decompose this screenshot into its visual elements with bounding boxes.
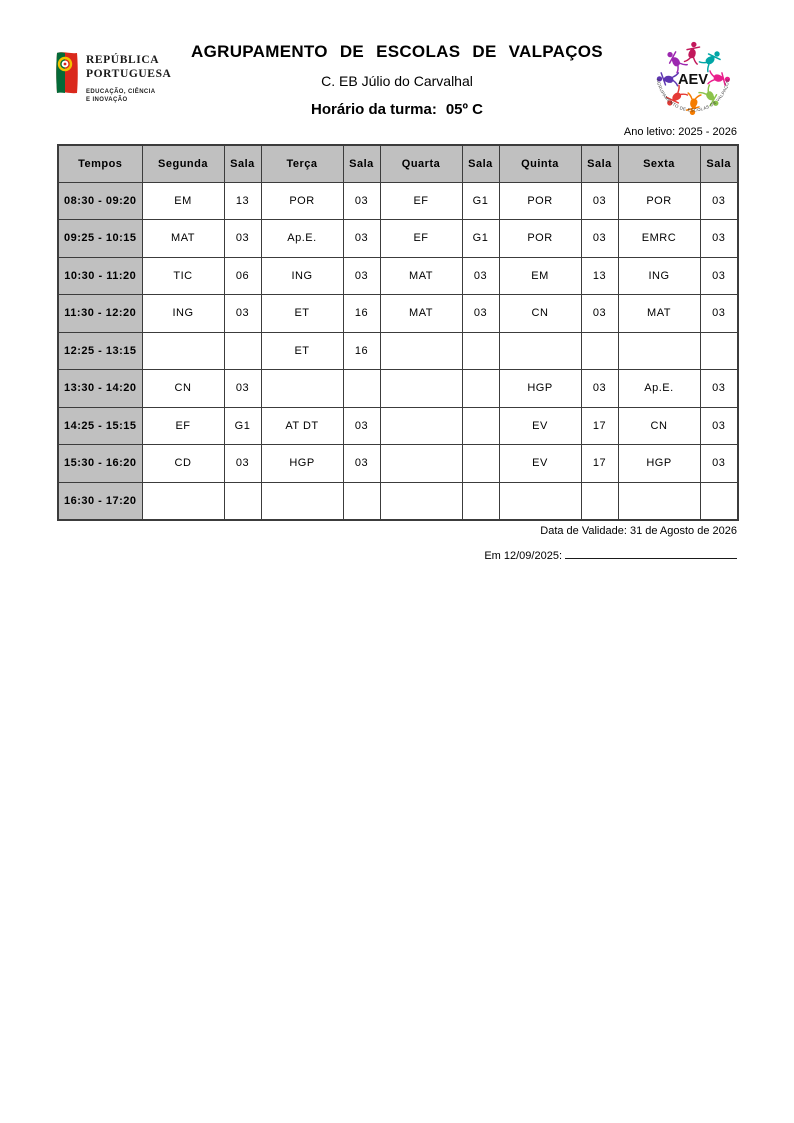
subject-cell: Ap.E. [618, 370, 700, 408]
signature-blank-line [565, 547, 737, 559]
room-cell: 03 [462, 295, 499, 333]
subject-cell [380, 370, 462, 408]
column-header: Quarta [380, 145, 462, 182]
column-header: Terça [261, 145, 343, 182]
subject-cell: ING [261, 257, 343, 295]
room-cell: 03 [224, 445, 261, 483]
timetable-row [58, 295, 738, 333]
schedule-label: Horário da turma: [310, 101, 437, 118]
room-cell: 16 [343, 332, 380, 370]
room-cell: 16 [343, 295, 380, 333]
subject-cell: EV [499, 407, 581, 445]
room-cell: 03 [224, 220, 261, 258]
time-slot-cell: 12:25 - 13:15 [58, 332, 142, 370]
time-slot-cell: 13:30 - 14:20 [58, 370, 142, 408]
column-header: Sexta [618, 145, 700, 182]
school-group-title: AGRUPAMENTO DE ESCOLAS DE VALPAÇOS [191, 42, 603, 61]
subject-cell: ING [618, 257, 700, 295]
subject-cell: POR [618, 182, 700, 220]
room-cell: 03 [224, 295, 261, 333]
subject-cell: HGP [261, 445, 343, 483]
subject-cell: CN [142, 370, 224, 408]
subject-cell: EM [142, 182, 224, 220]
timetable-row [58, 370, 738, 408]
column-header: Quinta [499, 145, 581, 182]
subject-cell [380, 332, 462, 370]
column-header: Sala [462, 145, 499, 182]
room-cell: 03 [581, 220, 618, 258]
subject-cell: CN [499, 295, 581, 333]
room-cell: G1 [462, 182, 499, 220]
gov-logo-subtitle: EDUCAÇÃO, CIÊNCIA E INOVAÇÃO [86, 89, 156, 104]
room-cell [581, 482, 618, 520]
subject-cell: TIC [142, 257, 224, 295]
room-cell [700, 482, 738, 520]
time-slot-cell: 10:30 - 11:20 [58, 257, 142, 295]
subject-cell [618, 482, 700, 520]
time-slot-cell: 14:25 - 15:15 [58, 407, 142, 445]
room-cell [224, 332, 261, 370]
timetable-row [58, 407, 738, 445]
school-name: C. EB Júlio do Carvalhal [321, 73, 473, 89]
room-cell: 03 [700, 407, 738, 445]
timetable [57, 144, 739, 521]
signature-label: Em 12/09/2025: [484, 550, 562, 562]
room-cell [343, 370, 380, 408]
subject-cell: CD [142, 445, 224, 483]
room-cell: G1 [224, 407, 261, 445]
room-cell: G1 [462, 220, 499, 258]
room-cell: 03 [700, 295, 738, 333]
class-name: 05º C [445, 101, 484, 118]
column-header: Sala [224, 145, 261, 182]
subject-cell: EF [380, 182, 462, 220]
school-year-label: Ano letivo: 2025 - 2026 [623, 126, 737, 138]
room-cell: 03 [343, 182, 380, 220]
room-cell: 03 [343, 407, 380, 445]
subject-cell: MAT [618, 295, 700, 333]
room-cell: 13 [581, 257, 618, 295]
subject-cell [261, 482, 343, 520]
aev-school-logo [645, 35, 741, 121]
room-cell [462, 370, 499, 408]
room-cell: 03 [700, 220, 738, 258]
subject-cell [499, 332, 581, 370]
room-cell: 03 [700, 182, 738, 220]
subject-cell [261, 370, 343, 408]
subject-cell [142, 332, 224, 370]
column-header: Sala [343, 145, 380, 182]
room-cell [224, 482, 261, 520]
room-cell: 03 [224, 370, 261, 408]
subject-cell: EV [499, 445, 581, 483]
subject-cell: MAT [142, 220, 224, 258]
room-cell: 03 [581, 370, 618, 408]
timetable-header [58, 145, 738, 182]
room-cell [343, 482, 380, 520]
subject-cell [142, 482, 224, 520]
subject-cell: EF [142, 407, 224, 445]
room-cell: 03 [343, 257, 380, 295]
subject-cell: HGP [618, 445, 700, 483]
room-cell [700, 332, 738, 370]
room-cell: 03 [700, 370, 738, 408]
subject-cell [499, 482, 581, 520]
room-cell: 03 [700, 257, 738, 295]
room-cell: 17 [581, 445, 618, 483]
subject-cell: POR [499, 182, 581, 220]
time-slot-cell: 09:25 - 10:15 [58, 220, 142, 258]
time-slot-cell: 08:30 - 09:20 [58, 182, 142, 220]
room-cell [581, 332, 618, 370]
column-header: Segunda [142, 145, 224, 182]
room-cell: 03 [462, 257, 499, 295]
subject-cell: EF [380, 220, 462, 258]
time-slot-cell: 11:30 - 12:20 [58, 295, 142, 333]
room-cell [462, 482, 499, 520]
room-cell [462, 445, 499, 483]
room-cell: 03 [700, 445, 738, 483]
validity-date: Data de Validade: 31 de Agosto de 2026 [540, 525, 737, 537]
subject-cell: EM [499, 257, 581, 295]
subject-cell: MAT [380, 295, 462, 333]
gov-logo-name: REPÚBLICA PORTUGUESA [86, 54, 172, 80]
subject-cell: ET [261, 295, 343, 333]
column-header: Sala [700, 145, 738, 182]
room-cell: 03 [581, 182, 618, 220]
subject-cell: ING [142, 295, 224, 333]
timetable-row [58, 482, 738, 520]
timetable-row [58, 220, 738, 258]
timetable-row [58, 445, 738, 483]
room-cell [462, 332, 499, 370]
timetable-row [58, 182, 738, 220]
room-cell: 03 [581, 295, 618, 333]
room-cell [462, 407, 499, 445]
column-header-tempos: Tempos [58, 145, 142, 182]
subject-cell [380, 407, 462, 445]
subject-cell [380, 482, 462, 520]
subject-cell [380, 445, 462, 483]
column-header: Sala [581, 145, 618, 182]
subject-cell: AT DT [261, 407, 343, 445]
room-cell: 03 [343, 445, 380, 483]
time-slot-cell: 15:30 - 16:20 [58, 445, 142, 483]
subject-cell: MAT [380, 257, 462, 295]
timetable-row [58, 332, 738, 370]
subject-cell [618, 332, 700, 370]
subject-cell: EMRC [618, 220, 700, 258]
subject-cell: Ap.E. [261, 220, 343, 258]
aev-ring-text: AGRUPAMENTO DE ESCOLAS DE VALPAÇOS [655, 78, 731, 113]
subject-cell: POR [499, 220, 581, 258]
room-cell: 13 [224, 182, 261, 220]
header-row [58, 145, 738, 182]
aev-logo-text: AEV [677, 72, 709, 89]
time-slot-cell: 16:30 - 17:20 [58, 482, 142, 520]
subject-cell: ET [261, 332, 343, 370]
room-cell: 06 [224, 257, 261, 295]
room-cell: 17 [581, 407, 618, 445]
room-cell: 03 [343, 220, 380, 258]
timetable-body [58, 182, 738, 520]
subject-cell: CN [618, 407, 700, 445]
subject-cell: HGP [499, 370, 581, 408]
timetable-row [58, 257, 738, 295]
signature-row [484, 547, 737, 562]
subject-cell: POR [261, 182, 343, 220]
